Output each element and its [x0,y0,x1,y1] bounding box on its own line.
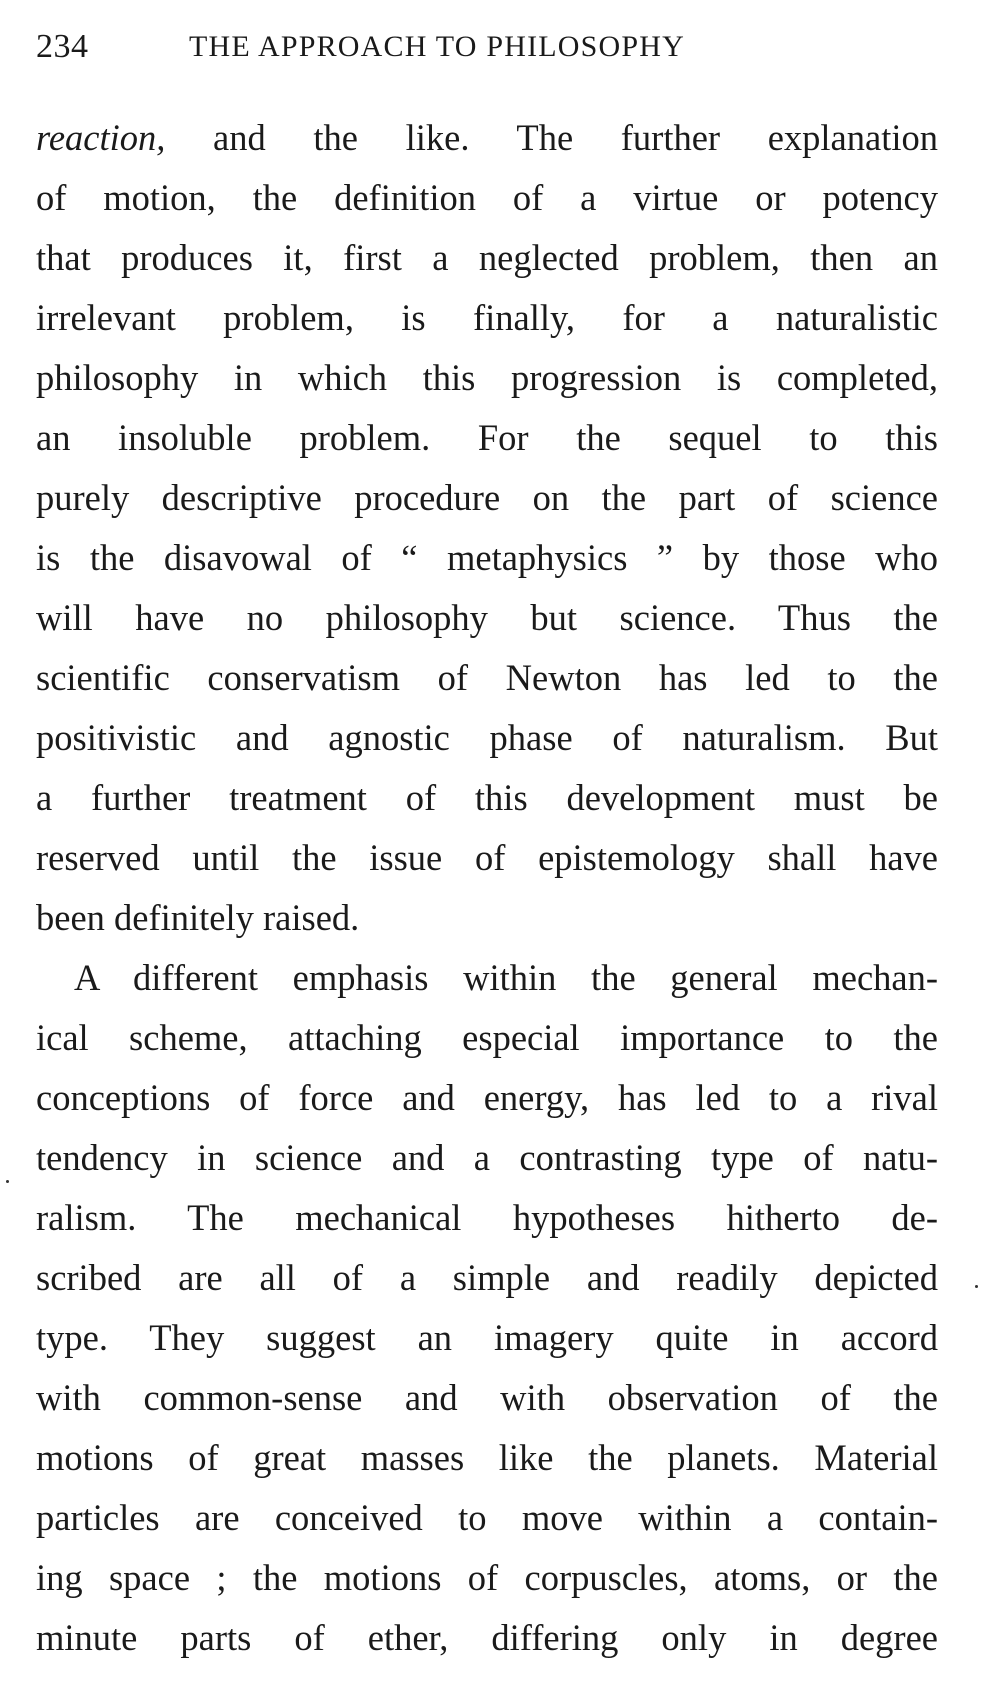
text-line: is the disavowal of “ metaphysics ” by those who [36,537,938,578]
text-line [36,108,938,168]
text-line: tendency in science and a contrasting type of natu- [36,1137,938,1178]
italic-word: reaction, [36,117,166,158]
text-line: an insoluble problem. For the sequel to this [36,417,938,458]
text-line: ical scheme, attaching especial importance to the [36,1017,938,1058]
text-line: been definitely raised. [36,897,360,938]
text-line: of motion, the definition of a virtue or potency [36,177,938,218]
text-line: irrelevant problem, is finally, for a naturalistic [36,297,938,338]
body-text [36,108,938,1668]
text-line: conceptions of force and energy, has led to a rival [36,1077,938,1118]
text-line: ralism. The mechanical hypotheses hitherto de- [36,1197,938,1238]
text-line: a further treatment of this development must be [36,777,938,818]
paragraph-1 [36,108,938,948]
text-line: type. They suggest an imagery quite in accord [36,1317,938,1358]
text-line: philosophy in which this progression is completed, [36,357,938,398]
text-line: positivistic and agnostic phase of naturalism. But [36,717,938,758]
text-line: minute parts of ether, differing only in degree [36,1617,938,1658]
text-line: purely descriptive procedure on the part of science [36,477,938,518]
text-line: particles are conceived to move within a contain- [36,1497,938,1538]
print-speck [6,1180,9,1183]
text-line: ing space ; the motions of corpuscles, atoms, or the [36,1557,938,1598]
text-line: motions of great masses like the planets. Material [36,1437,938,1478]
running-head [36,28,938,72]
page-number: 234 [36,28,89,65]
text-line: scientific conservatism of Newton has led to the [36,657,938,698]
paragraph-2 [36,948,938,1668]
text-line: A different emphasis within the general mechan- [74,957,938,998]
running-title: THE APPROACH TO PHILOSOPHY [189,30,686,63]
text-line: that produces it, first a neglected problem, then an [36,237,938,278]
print-speck [975,1285,978,1288]
text-line-rest: and the like. The further explanation [165,117,938,158]
text-line: reserved until the issue of epistemology shall have [36,837,938,878]
text-line: will have no philosophy but science. Thus the [36,597,938,638]
text-line: with common-sense and with observation of the [36,1377,938,1418]
text-line: scribed are all of a simple and readily depicted [36,1257,938,1298]
